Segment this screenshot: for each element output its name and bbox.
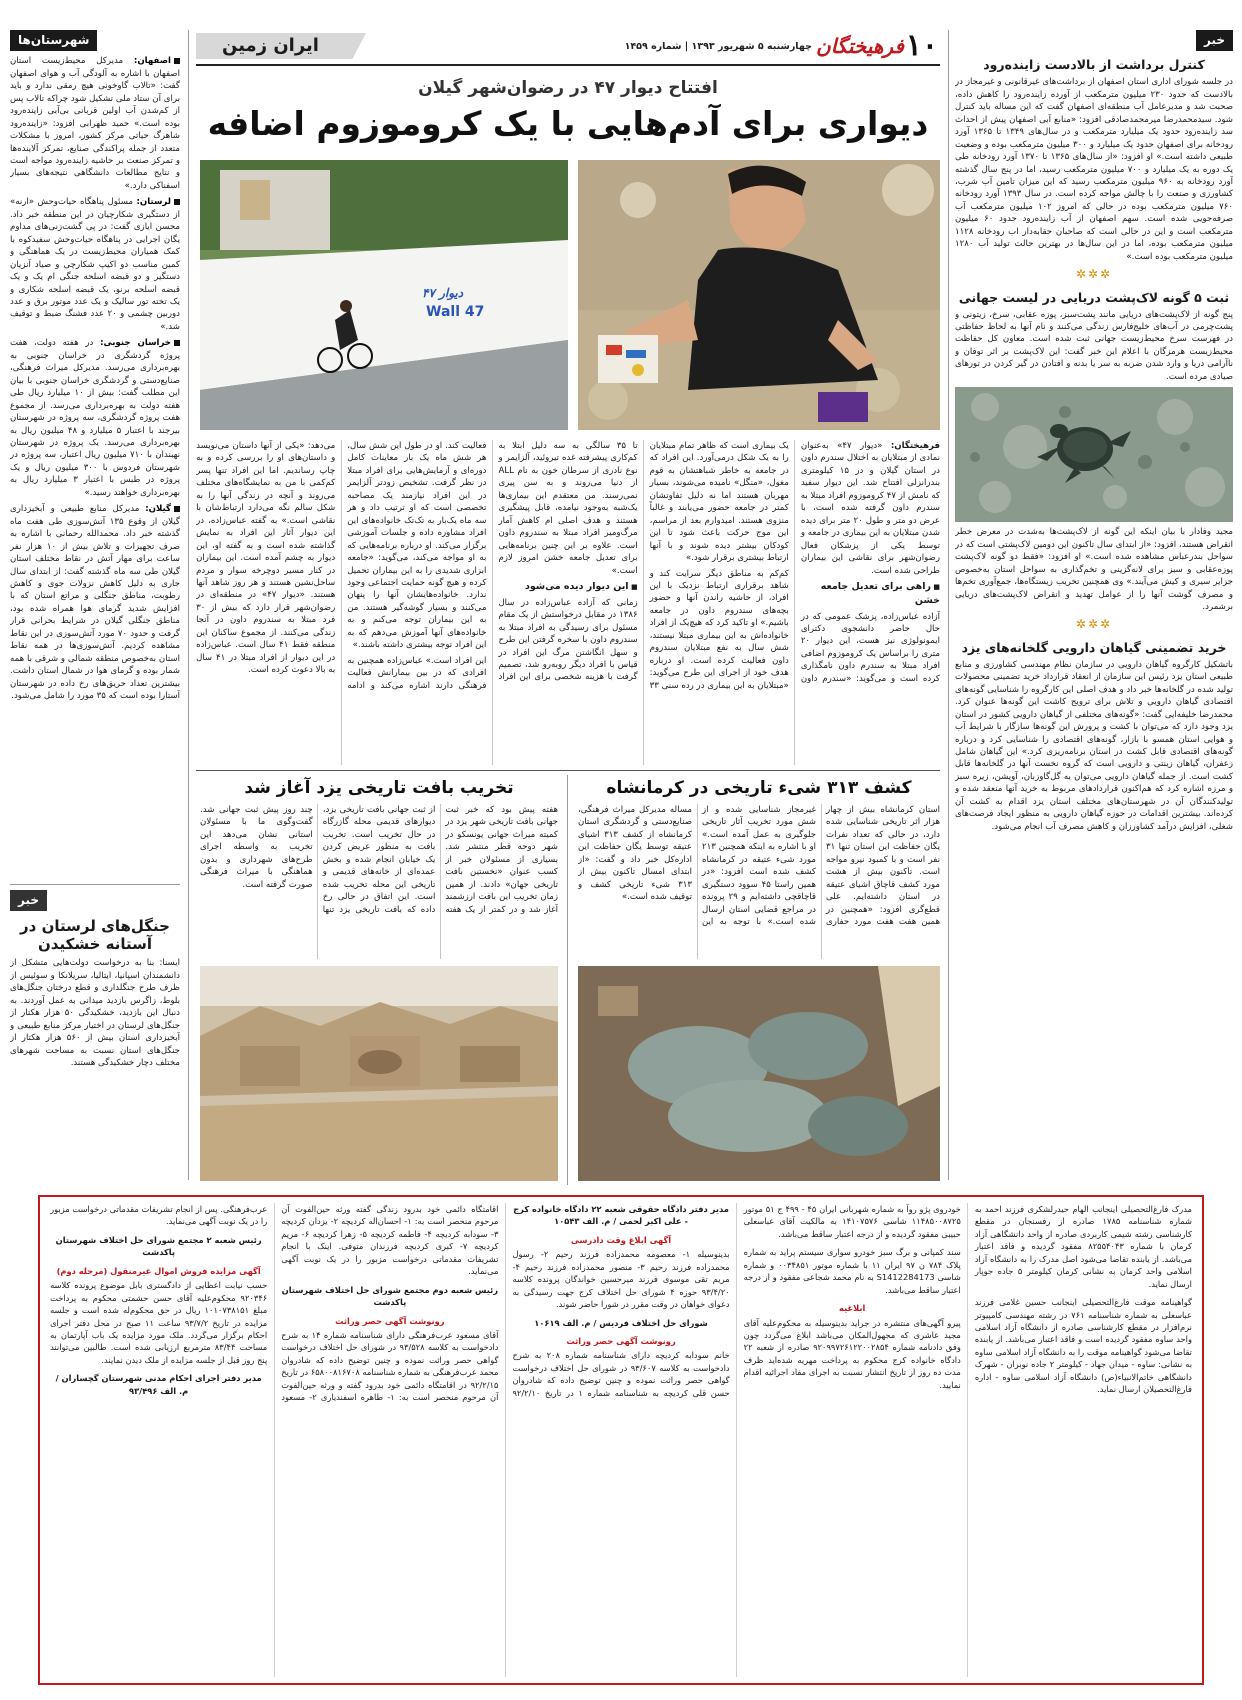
story-text: پنج گونه از لاک‌پشت‌های دریایی مانند پشت‌سبز، پوزه عقابی، سرخ، زیتونی و پشت‌چرمی در آب‌های خلیج‌فارس زندگی می‌کنند و نام آنها به لحاظ حفاظتی در فهرست سرخ محیط‌زیست جهانی ثبت شده است. معاون کل حفاظت محیط‌زیست هرمزگان با اعلام این خبر گفت: این لاک‌پشت بر اثر توفان و ناآرامی دریا و وارد شدن ضربه به سر یا بدنه و افتادن در گیر کردن در تورهای صیادی مرده است. — [955, 309, 1233, 382]
yazd-fabric-photo — [200, 966, 558, 1181]
wall47-photo — [200, 160, 568, 430]
bullet-square-icon — [174, 340, 180, 346]
brief-lorestan: لرستان: مسئول پناهگاه حیات‌وحش «ارنه» از دستگیری شکارچیان در این منطقه خبر داد. محسن ایازی گفت: در پی گشت‌زنی‌های مداوم یگان اجرایی در پناهگاه حیات‌وحش سفیدکوه با کمک همیاران محیط‌زیست در یک هماهنگی و کمین مناسب دو اکیپ شکارچی و صیاد آنزیان دستگیر و دو قبضه اسلحه جنگی ام یک و یک قبضه اسلحه برنو، یک قبضه اسلحه شکاری و یک تخته تور سالیک و یک عدد موتور برق و عدد دوربین چشمی و ۲۰ عدد فشنگ ضبط و توقیف شد.» — [10, 197, 180, 332]
ad-item: حسب نیابت اعطایی از دادگستری بابل موضوع پرونده کلاسه ۹۲۰۳۴۶ محکوم‌علیه آقای حسن حشمتی محکوم به پرداخت مبلغ ۱۰۱۰۷۳۸۱۵۱ ریال در حق محکوم‌له شده است و جلسه مزایده در تاریخ ۹۳/۷/۲ ساعت ۱۱ صبح در محل دفتر اجرای احکام برگزار می‌گردد. ملک مورد مزایده یک باب آپارتمان به مساحت ۸۳/۴۴ مترمربع ارزیابی شده است. طالبین می‌توانند پنج روز قبل از جلسه مزایده از ملک دیدن نمایند. — [50, 1280, 268, 1365]
page-number: ۱۰ — [905, 30, 938, 63]
subhead: ■ راهی برای تعدیل جامعه خشن — [801, 580, 940, 608]
boy-painting-photo — [578, 160, 940, 430]
story-title: کنترل برداشت از بالادست زاینده‌رود — [983, 57, 1205, 73]
ad-item: پیرو آگهی‌های منتشره در جراید بدینوسیله به محکوم‌علیه آقای مجید عاشری که مجهول‌المکان می‌باشد ابلاغ می‌گردد چون وفق دادنامه شماره ۹۲۰۹۹۷۲۶۱۲۲۰۰۲۸۵۴ صادره از شعبه ۲۲ دادگاه خانواده کرج محکوم به پرداخت مهریه شده‌اید ظرف مدت ده روز از تاریخ انتشار نسبت به اجرای مفاد اجرائیه اقدام نمایید. — [743, 1317, 961, 1390]
lead-story-body — [196, 440, 940, 765]
story-title: جنگل‌های لرستان در آستانه خشکیدن — [20, 917, 170, 954]
paragraph: این افراد است.» عباس‌زاده همچنین به افرادی که در بین بیمارانش فعالیت فرهنگی دارند اشاره می‌کند و ادامه می‌دهد: «یکی از آنها داستان می‌نویسد و داستان‌های او را بررسی کرده و به چاپ رساندیم. اما این افراد تنها پسر کم‌کمی با من به نمایشگاه‌های مختلف می‌روند و آنچه در زندگی آنها را به شکل سالم نگه می‌دارد ارتباط‌شان با نقاشی است.» به گفته عباس‌زاده، در این دیوار آثار این افراد به نمایش گذاشته شده است و به گفته او، این دیوار به چشم آمده است. این بیماران در کنار مسیر دوچرخه سوار و مردم ساحل‌نشین هستند و هر روز شاهد آنها هستند. «دیوار ۴۷» در منطقه‌ای در رضوان‌شهر قرار دارد که بیش از ۳۰ فرد مبتلا به سندروم داون در آنجا زندگی می‌کنند. از مجموع ساکنان این منطقه فقط ۴۱ سال است. عباس‌زاده در این دیوار از افراد مبتلا در ۴۱ سال به بالا دعوت کرده است. — [196, 441, 487, 691]
brief-south-khorasan: خراسان جنوبی: در هفته دولت، هفت پروژه گردشگری در خراسان جنوبی به بهره‌برداری می‌رسد. مدیرکل میراث فرهنگی، صنایع‌دستی و گردشگری خراسان جنوبی با بیان این مطلب گفت: بیش از ۱۰ میلیارد ریال طی هفته دولت به بهره‌برداری می‌رسد. از مجموع هفت پروژه گردشگری، سه پروژه در شهرستان بیرجند با اعتبار ۵ میلیارد و ۴۸ میلیون ریال به بهره‌برداری می‌رسد. یک پروژه در شهرستان نهبندان با ۷۱۰ میلیون ریال اعتبار، سه پروژه در شهرستان فردوس با ۳۰۰ میلیون ریال و یک پروژه در طبس با اعتبار ۳ میلیارد ریال به بهره‌برداری خواهند رسید.» — [10, 338, 180, 498]
brief-gilan: گیلان: مدیرکل منابع طبیعی و آبخیزداری گیلان از وقوع ۱۳۵ آتش‌سوزی طی هفت ماه گذشته خبر داد. محمدالله رحمانی با اشاره به صرف تجهیزات و تلاش بیش از ۱۰ هزار نفر ساعت برای مهار آتش در نقاط مختلف استان گیلان طی سه ماه گذشته گفت: از ابتدای سال جاری به دلیل کاهش نزولات جوی و کاهش رطوبت، مناطق جنگلی و مراتع استان که با افزایش شدید گرمای هوا همراه شده بود، مناطق جنگلی گیلان در شرایط بحرانی قرار گرفت و حدود ۷۰ مورد آتش‌سوزی در این نقاط مشاهده کردیم. آتش‌سوزی‌ها در همه نقاط استان به‌خصوص منطقه شمالی و شرقی با همه شمار بوده و گرمای هوا در شمال استان داشت. بیشترین تعداد حریق‌های رخ داده در شهرستان آستارا بوده است که ۳۵ مورد را شامل می‌شود. — [10, 504, 180, 702]
artifacts-image — [578, 966, 940, 1181]
news-header: خبر — [10, 890, 47, 911]
masthead-rule — [196, 64, 940, 66]
cities-header: شهرستان‌ها — [10, 30, 97, 51]
ad-heading: رونوشت آگهی حصر وراثت — [335, 1315, 445, 1326]
ad-item: مدرک فارغ‌التحصیلی اینجانب الهام حیدرلشکری فرزند احمد به شماره شناسنامه ۱۷۸۵ صادره از رفسنجان در مقطع کارشناسی رشته شیمی کاربردی صادره از واحد دانشگاهی آزاد کرمان با شماره ۸۲۵۵۴۰۴۳ مفقود گردیده و فاقد اعتبار می‌باشد. از یابنده تقاضا می‌شود اصل مدرک را به دانشگاه آزاد اسلامی واحد کرمان به نشانی کرمان کیلومتر ۵ جاده جوپار ارسال نماید. — [974, 1204, 1192, 1289]
ad-signature: مدیر دفتر اجرای احکام مدنی شهرستان گچساران / م. الف ۹۳/۴۹۶ — [55, 1373, 262, 1396]
ad-signature: رئیس شعبه ۲ مجتمع شورای حل اختلاف شهرستان پاکدشت — [55, 1234, 262, 1258]
newspaper-logo: فرهیختگان — [816, 34, 904, 58]
paragraph: آزاده عباس‌زاده، پزشک عمومی که در حال حاضر دانشجوی دکترای ایمونولوژی نیز هست، این دیوار ۲۰ متری را براساس یک کروموزوم اضافی افراد مبتلا به سندرم داون نامگذاری کرده است و می‌گوید: «سندرم داون یک بیماری است که ظاهر تمام مبتلایان را به یک شکل درمی‌آورد. این افراد که در جامعه به خاطر شباهتشان به قوم مغول، «منگل» نامیده می‌شوند، بسیار مهربان هستند اما نه دلیل تفاوتشان کمتر در جامعه حضور می‌یابند و غالباً منزوی هستند. امیدوارم بعد از مراسم، این موج حرکت باعث شود تا این کودکان بیشتر دیده شوند و با آنها ارتباط بیشتری برقرار شود.» — [649, 441, 940, 684]
wall-text-english: Wall 47 — [426, 304, 485, 320]
turtle-image — [955, 387, 1233, 522]
wall47-image — [200, 160, 568, 430]
left-column — [10, 30, 180, 880]
story-text: در جلسه شورای اداری استان اصفهان از برداشت‌های غیرقانونی و غیرمجاز در بالادست که حدود ۲۳۰ میلیون مترمکعب از آورده زاینده‌رود را کاهش داده، صحبت شد و مدیرعامل آب منطقه‌ای اصفهان گفت که این مساله باید کنترل شود. سید‌محمدرضا میرمحمدصادقی افزود: «منابع آبی اصفهان پیش از احداث سد زاینده‌رود حدود یک میلیارد مترمکعب و در سال‌های ۱۳۴۹ تا ۱۳۶۵ آورد رودخانه برای اصفهان حدود یک میلیارد و ۳۰۰ میلیون مترمکعب بوده و وضعیت طبیعی داشته است.» او افزود: «از سال‌های ۱۳۶۵ تا ۱۳۷۰ آورد رودخانه طی یک دوره به یک میلیارد و ۷۰۰ میلیون مترمکعب رسید، اما در پنج سال گذشته آورد رودخانه به ۹۶۰ میلیون مترمکعب رسید که این میزان تامین آب شرب، کشاورزی و صنعت را با چالش مواجه کرده است. در سال ۱۳۹۳ آورد رودخانه ۷۶۰ میلیون مترمکعب بوده در حالی که امروز ۱۰۲ میلیون مترمکعب آب صرفه‌جویی شده است. سهم اصفهان از آب زاینده‌رود حدود ۶۰ میلیون مترمکعب است و این در حالی است که صاحبان حقابه‌دار اب رودخانه ۱۱۲۸ میلیون مترمکعب بوده، اما در این سال‌ها در بهترین حالت تولید آب ۱۲۸۰ میلیون مترمکعب بوده است.» — [955, 77, 1233, 262]
headline: دیواری برای آدم‌هایی با یک کروموزوم اضافه — [207, 104, 929, 143]
story-text: مجید وفادار با بیان اینکه این گونه از لاک‌پشت‌ها به‌شدت در معرض خطر انقراض هستند، افزود: «از ابتدای سال تاکنون این دومین لاک‌پشتی است که در سواحل بندرعباس مشاهده شده است.» او افزود: «فقط دو گونه لاک‌پشت پوزه‌عقابی و سبز برای لانه‌گزینی و تخم‌گذاری به سواحل استان به‌خصوص جزایر سیری و کیش می‌آیند.» وی همچنین تخریب زیستگاه‌ها، جمع‌آوری تخم‌ها و مصرف گوشت آنها را از عوامل تهدید و انقراض لاک‌پشت‌های دریایی برشمرد. — [955, 527, 1233, 613]
yazd-body: هفته پیش بود که خبر ثبت جهانی بافت تاریخی شهر یزد در کمیته میراث جهانی یونسکو در شهر دوحه قطر منتشر شد. بسیاری از مسئولان خبر از کسب عنوان «نخستین بافت تاریخی جهان» دادند. از همین زمان تخریب این بافت ارزشمند آغاز شد و در کمتر از یک هفته از ثبت جهانی بافت تاریخی یزد، دیوارهای قدیمی محله گازرگاه در حال تخریب است. تخریب بافت به منظور عریض کردن یک خیابان انجام شده و بخش عمده‌ای از خانه‌های قدیمی و تاریخی این محله تخریب شده است. این اتفاق در حالی رخ داده که بافت تاریخی یزد تنها چند روز پیش ثبت جهانی شد. گفت‌وگوی ما با مسئولان استانی نشان می‌دهد این تخریب به واسطه اجرای طرح‌های شهرداری و بدون هماهنگی با میراث فرهنگی صورت گرفته است. — [200, 805, 558, 915]
ad-item: بدینوسیله ۱- معصومه محمدزاده فرزند رحیم ۲- رسول محمدزاده فرزند رحیم ۳- منصور محمدزاده فرزند رحیم ۴- مریم تقی موسوی فرزند میرحسین خواندگان پرونده کلاسه ۹۳/۴/۲۰ حوزه ۴ شورای حل اختلاف کرج جهت رسیدگی به دعوای خواهان در وقت مقرر در شورا حاضر شوند. — [512, 1249, 730, 1310]
ad-heading: آگهی ابلاغ وقت دادرسی — [570, 1234, 672, 1245]
story-text: ایسنا: بنا به درخواست دولت‌هایی متشکل از دانشمندان اسپانیا، ایتالیا، سریلانکا و سوئیس از ظرف طرح جنگلداری و قطع درختان جنگل‌های بلوط، زاگرس بازدید میدانی به عمل آوردند. به دنبال این بازدید، خشکیدگی ۵۰ هزار هکتار از جنگل‌های لرستان در اختیار مرکز منابع طبیعی و آبخیزداری استان بیش از ۵۶۰ هزار هکتار از جنگل‌های استان نسبت به مساحت شهرهای مختلف دچار خشکیدگی هستند. — [10, 958, 180, 1069]
ad-item: گواهینامه موقت فارغ‌التحصیلی اینجانب حسین غلامی فرزند عباسعلی به شماره شناسنامه ۷۶۱ در رشته مهندسی کامپیوتر نرم‌افزار در مقطع کارشناسی صادره از دانشگاه آزاد اسلامی واحد ساوه مفقود گردیده است و فاقد اعتبار می‌باشد. از یابنده تقاضا می‌شود گواهینامه موقت را به دانشگاه آزاد اسلامی ساوه به نشانی: ساوه - میدان جهاد - کیلومتر ۲ جاده نوبران - شهرک دانشگاهی خاتم‌الانبیاء(ص) دانشگاه آزاد اسلامی ساوه - اداره فارغ‌التحصیلان ارسال نماید. — [974, 1297, 1193, 1395]
bullet-square-icon — [174, 199, 180, 205]
masthead — [196, 30, 940, 66]
brief-isfahan: اصفهان: مدیرکل محیط‌زیست استان اصفهان با اشاره به آلودگی آب و هوای اصفهان گفت: «تالاب گاوخونی هیچ رمقی ندارد و باید برای آن ستاد ملی تشکیل شود چراکه تالاب پس از کم‌شدن آب اولین قربانی بی‌آبی زاینده‌رود بوده است.» حمید ظهرابی افزود: «زاینده‌رود شاهرگ حیاتی مرکز کشور، امروز با مشکلات متعدد از جمله پراکندگی صنایع، تمرکز آلاینده‌ها و تمرکز صنعت بر حاشیه زاینده‌رود مواجه است و نتایج مطالعات دانشگاهی نتیجه‌های بسیار اسفناکی دارد.» — [10, 56, 180, 191]
legal-ads-section — [38, 1195, 1204, 1685]
yazd-title: تخریب بافت تاریخی یزد آغاز شد — [244, 778, 514, 798]
news-header: خبر — [1196, 30, 1233, 51]
story-text: باتشکیل کارگروه گیاهان دارویی در سازمان نظام مهندسی کشاورزی و منابع طبیعی استان یزد رئیس این سازمان از انعقاد قرارداد خرید تضمینی محصولات تولید شده در گلخانه‌ها خبر داد و هدف اصلی این کارگروه را شناسایی گونه‌های اقتصادی گیاهان دارویی و تلاش برای ترویج کاشت این گونه‌ها عنوان کرد. محمدرضا خلیفه‌ایی گفت: «گونه‌های مختلفی از گیاهان دارویی کشور در استان یزد وجود دارد که می‌توان با کشت و پرورش این گونه‌ها سازگار با شرایط آب و هوایی استان همسو با بازار، گونه‌های اقتصادی را شناسایی کرد و درباره گونه‌های اقتصادی قابل کشت در استان برنامه‌ریزی کرد.» این گیاهان شامل زعفران، گیاهان زینتی و دارویی است که گروه نخست آنها در گلخانه‌ها قابل کشت است. از جمله گیاهان دارویی می‌توان به گل‌گاوزبان، آویشن، زیره سبز و مرزه اشاره کرد که هم‌اکنون قراردادهای مربوط به خرید آنها منعقد شده و تولیدکنندگان آن در شهرستان‌های مختلف استان یزد اقدام به کشت آن کرده‌اند. بیشترین اقدامات در حوزه گیاهان دارویی به منظور ایجاد فرصت‌های شغلی، افزایش درآمد کشاورزان و کاهش مصرف آب انجام می‌شود. — [955, 659, 1233, 832]
boy-painting-image — [578, 160, 940, 430]
right-column — [955, 30, 1233, 1190]
ad-signature: شورای حل اختلاف فردیس / م. الف ۱۰۶۱۹ — [534, 1317, 708, 1328]
ad-heading: آگهی مزایده فروش اموال غیرمنقول (مرحله دوم) — [56, 1265, 261, 1276]
ad-item: آقای مسعود عرب‌فرهنگی دارای شناسنامه شماره ۱۴ به شرح دادخواست به کلاسه ۹۳/۵۲۸ در شورای حل اختلاف درخواست گواهی حصر وراثت نموده و چنین توضیح داده که شادروان محمد عرب‌فرهنگی به شماره شناسنامه ۶۵۸۰۰۸۱۶۷۰۸ در تاریخ ۹۲/۲/۱۵ در اقامتگاه دائمی خود بدرود گفته و ورثه حین‌الفوت آن مرحوم منحصر است به: ۱- طاهره اسفندیاری ۲- مسعود عرب‌فرهنگی. پس از انجام تشریفات مقدماتی درخواست مزبور را در یک نوبت آگهی می‌نماید. — [50, 1204, 499, 1403]
subhead: ■ این دیوار دیده می‌شود — [498, 580, 637, 594]
ad-signature: مدیر دفتر دادگاه حقوقی شعبه ۲۲ دادگاه خانواده کرج - علی اکبر لحمی / م. الف ۱۰۵۴۳ — [513, 1204, 729, 1227]
paragraph: کم‌کم به مناطق دیگر سرایت کند و شاهد برقراری ارتباط نزدیک با این افراد، از حاشیه راندن آنها و حضور بچه‌های سندروم داون در جامعه باشیم.» او تاکید کرد که هیچ‌یک از افراد خانواده‌اش به این بیماری مبتلا نیستند، شش سال به نفع مبتلایان سندروم داون فعالیت کرده است. او درباره هدف خود از اجرای این طرح می‌گوید: «مبتلایان به این بیماری در رده سنی ۳۳ تا ۳۵ سالگی به سه دلیل ابتلا به کم‌کاری پیشرفته غده تیروئید، آلزایمر و نوع نادری از سرطان خون به نام ALL از دنیا می‌روند و به سن پیری نمی‌رسند. من معتقدم این بیماری‌ها یک‌شبه به‌وجود نیامده، قابل پیشگیری هستند و هدف اصلی ام کاهش آمار مرگ‌ومیر افراد مبتلا به سندروم داون است. علاوه بر این چنین برنامه‌هایی برای تعدیل جامعه خشن امروز لازم است.» — [498, 441, 789, 691]
ad-heading: رونوشت آگهی حصر وراثت — [566, 1335, 676, 1346]
date-issue: چهارشنبه ۵ شهریور ۱۳۹۳ | شماره ۱۴۵۹ — [624, 41, 812, 52]
wall-text-persian: دیوار ۴۷ — [422, 286, 464, 300]
kicker: افتتاح دیوار ۴۷ در رضوان‌شهر گیلان — [418, 78, 718, 98]
ad-item: خانم سودابه کردیچه دارای شناسنامه شماره ۲۰۸ به شرح دادخواست به کلاسه ۹۳/۶۰۷ در شورای حل اختلاف درخواست گواهی حصر وراثت نموده و چنین توضیح داده که شادروان حسن قلی کردیچه به شناسنامه شماره ۱ در تاریخ ۹۲/۲/۱۰ اقامتگاه دائمی خود بدرود زندگی گفته ورثه حین‌الفوت آن مرحوم منحصر است به: ۱- احسان‌اله کردیچه ۲- یزدان کردیچه ۳- سودابه کردیچه ۴- فاطمه کردیچه ۵- زهرا کردیچه ۶- مریم کردیچه ۷- کبری کردیچه فرزندان متوفی. اینک با انجام تشریفات مقدماتی درخواست مزبور را در یک نوبت آگهی می‌نماید. — [281, 1204, 730, 1398]
artifacts-photo — [578, 966, 940, 1181]
story-title: خرید تضمینی گیاهان دارویی گلخانه‌های یزد — [961, 639, 1227, 655]
story-title: ثبت ۵ گونه لاک‌پشت دریایی در لیست جهانی — [958, 289, 1230, 305]
ad-item: سند کمپانی و برگ سبز خودرو سواری سیستم پراید به شماره پلاک ۷۸۴ ن ۹۷ ایران ۱۱ با شماره موتور ۰۰۳۴۸۵۱ و شماره شاسی S1412284173 به نام محمد شجاعی مفقود و از درجه اعتبار ساقط می‌باشد. — [743, 1247, 961, 1295]
ad-heading: ابلاغیه — [839, 1303, 866, 1314]
turtle-photo — [955, 387, 1233, 522]
paragraph: فرهیختگان: «دیوار ۴۷» به‌عنوان نمادی از مبتلایان به اختلال سندرم داون در استان گیلان و در ۱۵ کیلومتری بندرانزلی افتتاح شد. این دیوار سفید که نامش از ۴۷ کروموزوم افراد مبتلا به سندرم داون گرفته شده است، با عرض دو متر و طول ۲۰ متر برای دیده شدن مبتلایان به این بیماری در جامعه و توسط یکی از پزشکان فعال رضوان‌شهر برای نقاشی این بیماران طراحی شده است. — [800, 441, 940, 576]
paragraph: زمانی که آزاده عباس‌زاده در سال ۱۳۸۶ در مقابل درخواستش از یک مقام مسئول برای رسیدگی به افراد مبتلا به سندروم داون با سخره گرفتن این طرح و سهل انگاشتن مرگ این افراد در قیاس با افراد دیگر روبه‌رو شد، تصمیم گرفت با هزینه شخصی برای این افراد فعالیت کند. او در طول این شش سال، هر شش ماه یک بار معاینات کامل دوره‌ای و آزمایش‌هایی برای افراد مبتلا در نظر گرفت. تشخیص زودتر آلزایمر در این افراد نیازمند یک مصاحبه تخصصی است که او ترتیب داد و هر سه ماه یک‌بار به تک‌تک خانواده‌های این افراد مشاوره داده و جلسات آموزشی برگزار می‌کند. او درباره برنامه‌هایی که به او مواجه می‌کند، می‌گوید: «جامعه ابزاری شدیدی را به این بیماران تحمیل کرده و هیچ گونه حمایت اجتماعی وجود ندارد. خانواده‌هایشان آنها را پنهان می‌کنند و بسیار گوشه‌گیر هستند. من به این بیماران توجه می‌کنم و به خانواده‌های آنها آموزش می‌دهم که به این افراد توجه بیشتری داشته باشند.» — [347, 441, 638, 683]
separator-asterisks-icon: ✲✲✲ — [1075, 267, 1113, 282]
ad-item: خودروی پژو روآ به شماره شهربانی ایران ۴۵ - ۴۹۹ ج ۵۱ موتور ۱۱۴۸۵۰۰۸۷۲۵ شاسی ۱۴۱۰۷۵۷۶ به مالکیت آقای عباسعلی حبیبی مفقود گردیده و از درجه اعتبار ساقط می‌باشد. — [743, 1204, 961, 1239]
separator-asterisks-icon: ✲✲✲ — [1075, 617, 1113, 632]
section-label: ایران زمین — [222, 35, 319, 56]
kermanshah-body: استان کرمانشاه بیش از چهار هزار اثر تاریخی شناسایی شده دارد، در حالی که تعداد نفرات یگان حفاظت این استان تنها ۳۱ نفر است و با کمبود نیرو مواجه است. تاکنون بیش از هشت مورد کشف قاچاق اشیای عتیقه در استان داشته‌ایم. علی قطع‌گری افزود: «همچنین در همین هفت هفت مورد حفاری غیرمجاز شناسایی شده و از شش مورد تخریب آثار تاریخی جلوگیری به عمل آمده است.» او با اشاره به اینکه همچنین ۲۱۳ مورد شیء عتیقه در کرمانشاه کشف شده است افزود: «در همین راستا ۴۵ سوود دستگیری قاچاقچی داشته‌ایم و ۲۹ پرونده در مراجع قضایی استان ارسال شده است.» با توجه به این مساله مدیرکل میراث فرهنگی، صنایع‌دستی و گردشگری استان کرمانشاه از کشف ۳۱۳ اشیای عتیقه توسط یگان حفاظت این اداره‌کل خبر داد و گفت: «از ابتدای امسال تاکنون بیش از ۳۱۳ شیء تاریخی کشف و توقیف شده است.» — [578, 805, 940, 928]
ad-signature: رئیس شعبه دوم مجتمع شورای حل اختلاف شهرستان پاکدشت — [281, 1284, 499, 1308]
yazd-image — [200, 966, 558, 1181]
bullet-square-icon — [174, 506, 180, 512]
kermanshah-title: کشف ۳۱۳ شیء تاریخی در کرمانشاه — [606, 778, 912, 798]
lorestan-forest-story — [10, 890, 180, 1180]
bullet-square-icon — [174, 58, 180, 64]
